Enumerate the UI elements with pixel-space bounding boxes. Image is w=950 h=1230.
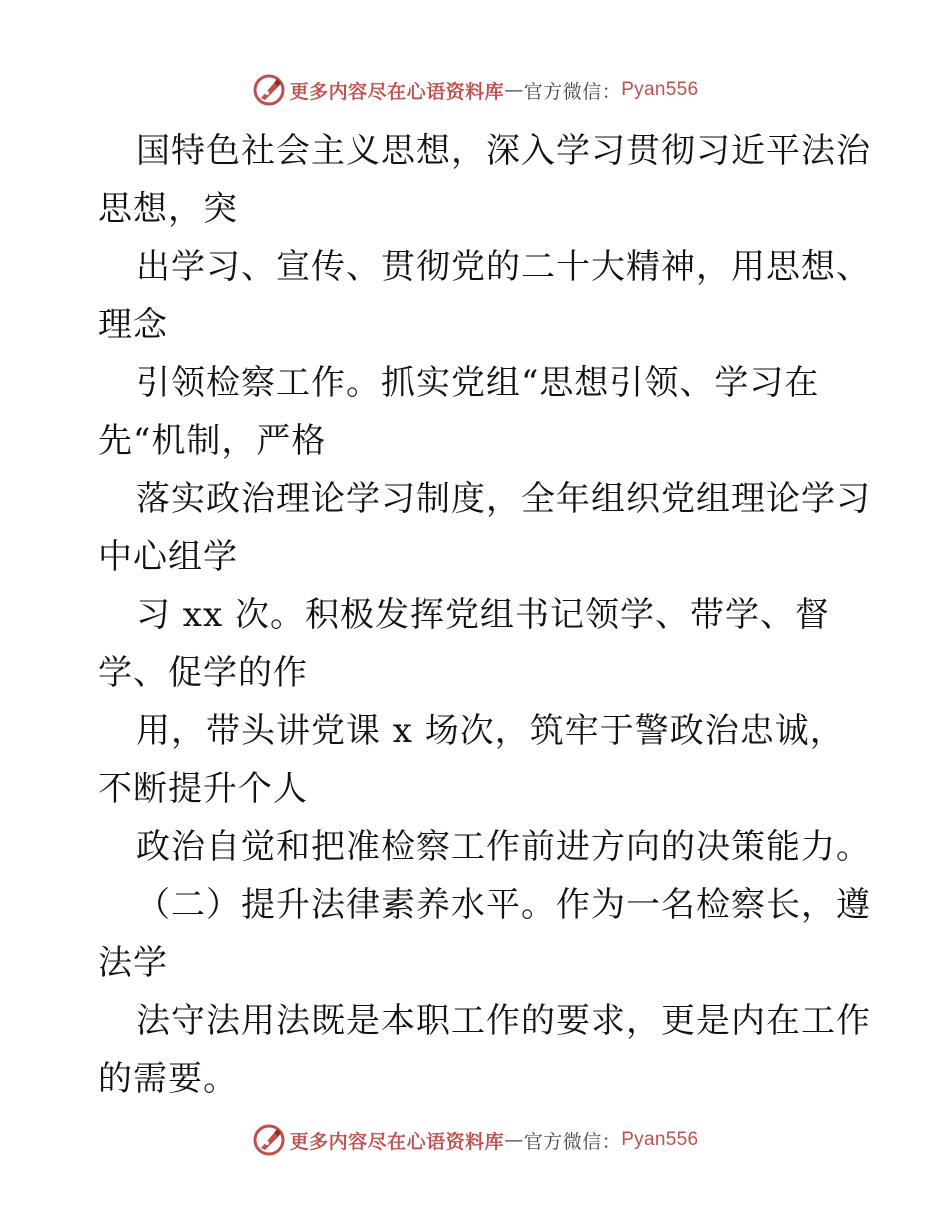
body-line: 理念 <box>98 305 168 345</box>
header-banner <box>0 70 950 110</box>
body-line: 中心组学 <box>98 537 238 577</box>
body-line: 落实政治理论学习制度，全年组织党组理论学习 <box>136 479 871 519</box>
footer-dash: — <box>504 1129 524 1151</box>
body-line: 引领检察工作。抓实党组“思想引领、学习在 <box>136 363 820 403</box>
body-line: 政治自觉和把准检察工作前进方向的决策能力。 <box>136 827 871 867</box>
body-line: 法学 <box>98 943 168 983</box>
footer-wechat-id: Pyan556 <box>621 1129 699 1150</box>
body-line: 先“机制，严格 <box>98 421 327 461</box>
footer-brand-text: 更多内容尽在心语资料库 <box>289 1130 505 1153</box>
body-line: 出学习、宣传、贯彻党的二十大精神，用思想、 <box>136 247 871 287</box>
pen-nib-logo-icon <box>252 73 286 107</box>
pen-nib-logo-icon <box>252 1123 286 1157</box>
body-line: 的需要。 <box>98 1059 238 1099</box>
body-line: 习 xx 次。积极发挥党组书记领学、带学、督 <box>136 595 830 635</box>
body-line: 思想，突 <box>98 189 238 229</box>
body-line: （二）提升法律素养水平。作为一名检察长，遵 <box>136 885 871 925</box>
footer-banner <box>0 1120 950 1160</box>
header-dash: — <box>504 79 524 101</box>
header-wechat-label: 官方微信： <box>523 80 622 103</box>
footer-wechat-label: 官方微信： <box>523 1130 622 1153</box>
body-line: 法守法用法既是本职工作的要求，更是内在工作 <box>136 1001 871 1041</box>
body-line: 不断提升个人 <box>98 769 308 809</box>
body-line: 学、促学的作 <box>98 653 308 693</box>
header-wechat-id: Pyan556 <box>621 79 699 100</box>
header-brand-text: 更多内容尽在心语资料库 <box>289 80 505 103</box>
body-line: 用，带头讲党课 x 场次，筑牢于警政治忠诚， <box>136 711 845 751</box>
document-body <box>98 122 871 1108</box>
body-line: 国特色社会主义思想，深入学习贯彻习近平法治 <box>136 131 871 171</box>
